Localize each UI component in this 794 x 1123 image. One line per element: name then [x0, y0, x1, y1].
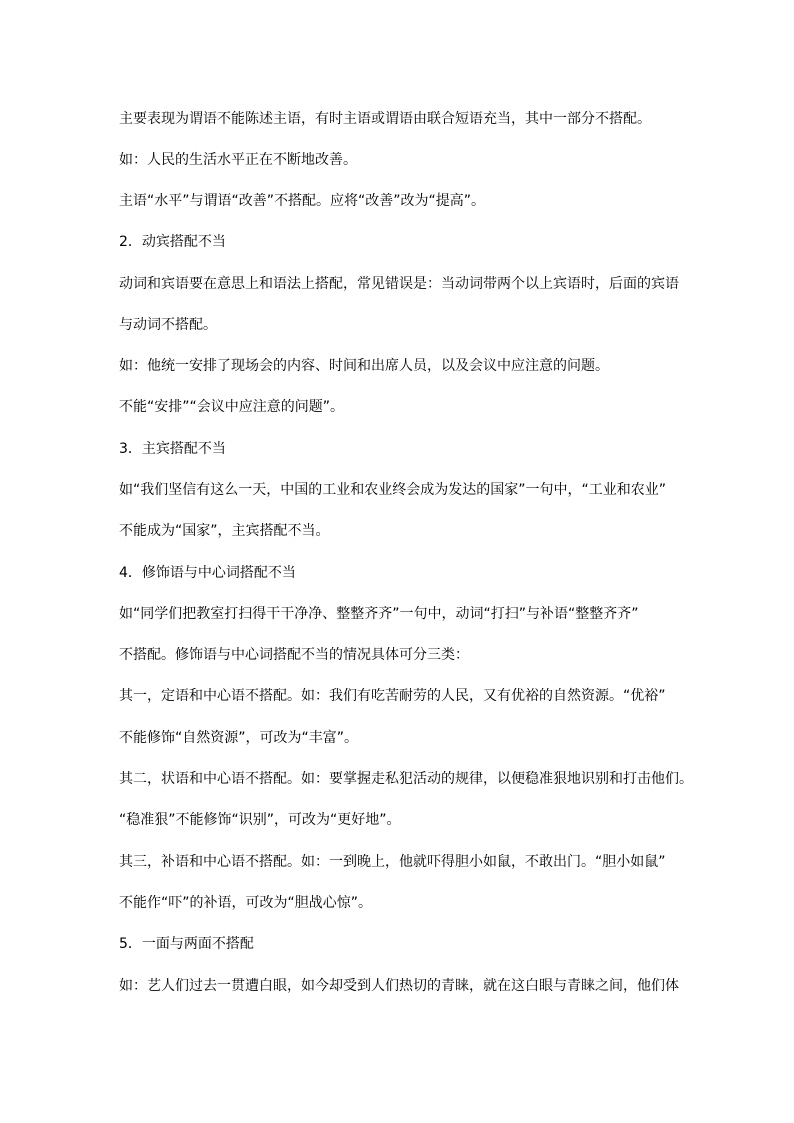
paragraph-line: 其一，定语和中心语不搭配。如：我们有吃苦耐劳的人民，又有优裕的自然资源。“优裕” — [119, 688, 666, 704]
paragraph-line: 与动词不搭配。 — [119, 317, 217, 333]
paragraph-line: 如“同学们把教室打扫得干干净净、整整齐齐”一句中，动词“打扫”与补语“整整齐齐” — [119, 606, 639, 622]
section-heading: 2．动宾搭配不当 — [119, 234, 226, 250]
paragraph-line: 不能修饰“自然资源”，可改为“丰富”。 — [119, 730, 359, 746]
paragraph-line: 其三，补语和中心语不搭配。如：一到晚上，他就吓得胆小如鼠，不敢出门。“胆小如鼠” — [119, 854, 666, 870]
paragraph-line: 如：艺人们过去一贯遭白眼，如今却受到人们热切的青睐，就在这白眼与青睐之间，他们体 — [119, 978, 679, 994]
paragraph-line: “稳准狠”不能修饰“识别”，可改为“更好地”。 — [119, 812, 401, 828]
section-heading: 4．修饰语与中心词搭配不当 — [119, 565, 296, 581]
paragraph-line: 不能成为“国家”，主宾搭配不当。 — [119, 523, 330, 539]
section-heading: 5．一面与两面不搭配 — [119, 936, 254, 952]
paragraph-line: 不能作“吓”的补语，可改为“胆战心惊”。 — [119, 895, 373, 911]
paragraph-line: 动词和宾语要在意思上和语法上搭配，常见错误是：当动词带两个以上宾语时，后面的宾语 — [119, 276, 679, 292]
paragraph-line: 如：人民的生活水平正在不断地改善。 — [119, 152, 357, 168]
paragraph-line: 其二，状语和中心语不搭配。如：要掌握走私犯活动的规律，以便稳准狠地识别和打击他们。 — [119, 771, 693, 787]
section-heading: 3．主宾搭配不当 — [119, 441, 226, 457]
paragraph-line: 主要表现为谓语不能陈述主语，有时主语或谓语由联合短语充当，其中一部分不搭配。 — [119, 111, 651, 127]
paragraph-line: 如“我们坚信有这么一天，中国的工业和农业终会成为发达的国家”一句中，“工业和农业” — [119, 482, 667, 498]
paragraph-line: 不搭配。修饰语与中心词搭配不当的情况具体可分三类： — [119, 647, 469, 663]
paragraph-line: 如：他统一安排了现场会的内容、时间和出席人员，以及会议中应注意的问题。 — [119, 358, 609, 374]
paragraph-line: 不能“安排”“会议中应注意的问题”。 — [119, 399, 345, 415]
paragraph-line: 主语“水平”与谓语“改善”不搭配。应将“改善”改为“提高”。 — [119, 193, 486, 209]
